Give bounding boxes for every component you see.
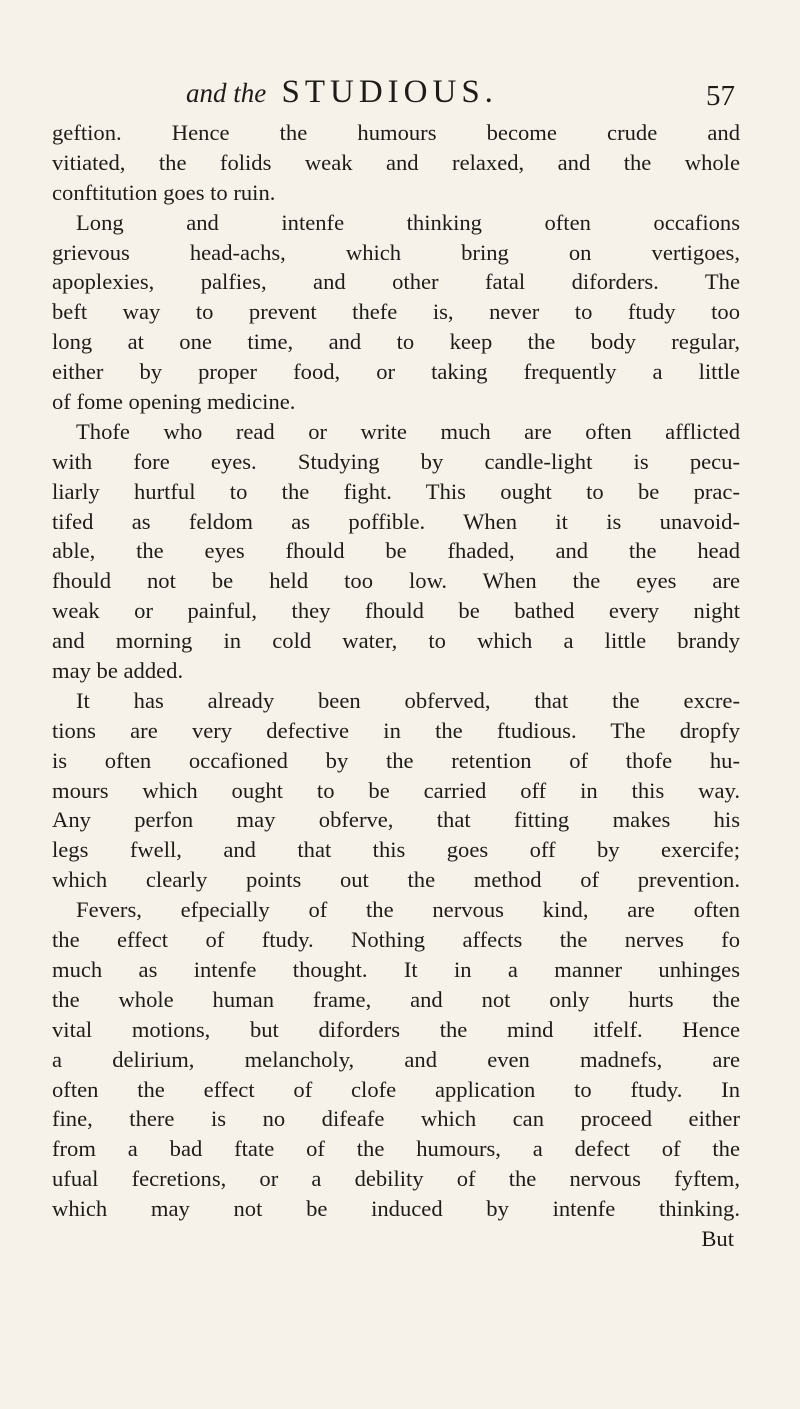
running-head-italic: and the — [186, 78, 267, 108]
text-line: from a bad ftate of the humours, a defect of the — [52, 1136, 740, 1162]
text-line: and morning in cold water, to which a little brandy — [52, 628, 740, 654]
text-line: conftitution goes to ruin. — [52, 179, 276, 205]
text-line: tifed as feldom as poffible. When it is unavoid- — [52, 508, 740, 534]
text-line: Thofe who read or write much are often afflicted — [76, 418, 740, 444]
text-line: the whole human frame, and not only hurts the — [52, 986, 740, 1012]
text-line: geftion. Hence the humours become crude and — [52, 120, 740, 145]
text-line: ufual fecretions, or a debility of the nervous fyftem, — [52, 1166, 740, 1192]
running-head — [186, 74, 498, 111]
body-text — [52, 118, 740, 1254]
text-line: long at one time, and to keep the body regular, — [52, 329, 740, 355]
text-line: fhould not be held too low. When the eyes are — [52, 568, 740, 594]
text-line: beft way to prevent thefe is, never to ftudy too — [52, 299, 740, 325]
text-line: vitiated, the folids weak and relaxed, and the whole — [52, 149, 740, 175]
text-line: grievous head-achs, which bring on vertigoes, — [52, 239, 740, 265]
text-line: able, the eyes fhould be fhaded, and the head — [52, 538, 740, 564]
text-line: either by proper food, or taking frequently a little — [52, 359, 740, 385]
text-line: a delirium, melancholy, and even madnefs, are — [52, 1046, 740, 1072]
catchword: But — [701, 1225, 734, 1251]
text-line: vital motions, but diforders the mind itfelf. Hence — [52, 1016, 740, 1042]
text-line: which clearly points out the method of prevention. — [52, 867, 740, 893]
running-head-caps: STUDIOUS. — [281, 74, 498, 110]
page-header — [0, 74, 800, 114]
text-line: Any perfon may obferve, that fitting makes his — [52, 807, 740, 833]
text-line: of fome opening medicine. — [52, 389, 296, 415]
text-line: much as intenfe thought. It in a manner unhinges — [52, 956, 740, 982]
text-line: tions are very defective in the ftudious. The dropfy — [52, 717, 740, 743]
text-line: is often occafioned by the retention of thofe hu- — [52, 747, 740, 773]
text-line: weak or painful, they fhould be bathed every night — [52, 598, 740, 624]
text-line: apoplexies, palfies, and other fatal diforders. The — [52, 269, 740, 295]
text-line: mours which ought to be carried off in this way. — [52, 777, 740, 803]
text-line: often the effect of clofe application to ftudy. In — [52, 1076, 740, 1102]
page-number: 57 — [706, 80, 735, 112]
text-line: with fore eyes. Studying by candle-light is pecu- — [52, 448, 740, 474]
text-line: Fevers, efpecially of the nervous kind, are often — [76, 897, 740, 923]
text-line: may be added. — [52, 658, 184, 684]
text-line: It has already been obferved, that the excre- — [76, 687, 740, 713]
text-line: Long and intenfe thinking often occafions — [76, 209, 740, 235]
text-line: which may not be induced by intenfe thinking. — [52, 1196, 740, 1222]
text-line: the effect of ftudy. Nothing affects the nerves fo — [52, 927, 740, 953]
text-line: liarly hurtful to the fight. This ought to be prac- — [52, 478, 740, 504]
text-line: legs fwell, and that this goes off by exercife; — [52, 837, 740, 863]
text-line: fine, there is no difeafe which can proceed either — [52, 1106, 740, 1132]
